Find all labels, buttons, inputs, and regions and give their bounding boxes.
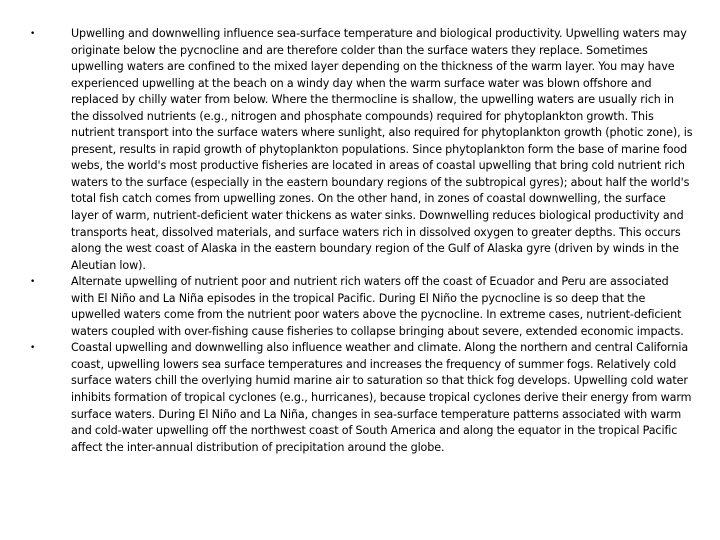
bullet-text: Alternate upwelling of nutrient poor and nutrient rich waters off the coast of Ecuador and Peru are associated with El Niño and La Niña episodes in the tropical Pacific. During El Niño the pycnocline is so deep that the upwelled waters come from the nutrient poor waters above the pycnocline. In extreme cases, nutrient-deficient waters coupled with over-fishing cause fisheries to collapse bringing about severe, extended economic impacts. (71, 275, 684, 338)
bullet-icon: • (30, 277, 36, 288)
bullet-item-upwelling-downwelling (30, 26, 694, 274)
bullet-icon: • (30, 343, 36, 354)
bullet-icon: • (30, 29, 36, 39)
bullet-item-el-nino-la-nina (30, 274, 694, 340)
bullet-text: Coastal upwelling and downwelling also influence weather and climate. Along the northern and central California coast, upwelling lowers sea surface temperatures and increases the frequency of summer fogs. Relatively cold surface waters chill the overlying humid marine air to saturation so that thick fog develops. Upwelling cold water inhibits formation of tropical cyclones (e.g., hurricanes), because tropical cyclones derive their energy from warm surface waters. During El Niño and La Niña, changes in sea-surface temperature patterns associated with warm and cold-water upwelling off the northwest coast of South America and along the equator in the tropical Pacific affect the inter-annual distribution of precipitation around the globe. (71, 341, 692, 454)
bullet-text: Upwelling and downwelling influence sea-surface temperature and biological productivity. Upwelling waters may originate below the pycnocline and are therefore colder than the surface waters they replace. Sometimes upwelling waters are confined to the mixed layer depending on the thickness of the warm layer. You may have experienced upwelling at the beach on a windy day when the warm surface water was blown offshore and replaced by chilly water from below. Where the thermocline is shallow, the upwelling waters are usually rich in the dissolved nutrients (e.g., nitrogen and phosphate compounds) required for phytoplankton growth. This nutrient transport into the surface waters where sunlight, also required for phytoplankton growth (photic zone), is present, results in rapid growth of phytoplankton populations. Since phytoplankton form the base of marine food webs, the world's most productive fisheries are located in areas of coastal upwelling that bring cold nutrient rich waters to the surface (especially in the eastern boundary regions of the subtropical gyres); about half the world's total fish catch comes from upwelling zones. On the other hand, in zones of coastal downwelling, the surface layer of warm, nutrient-deficient water thickens as water sinks. Downwelling reduces biological productivity and transports heat, dissolved materials, and surface waters rich in dissolved oxygen to greater depths. This occurs along the west coast of Alaska in the eastern boundary region of the Gulf of Alaska gyre (driven by winds in the Aleutian low). (71, 27, 693, 272)
bullet-list (30, 26, 694, 456)
bullet-item-weather-climate (30, 340, 694, 456)
